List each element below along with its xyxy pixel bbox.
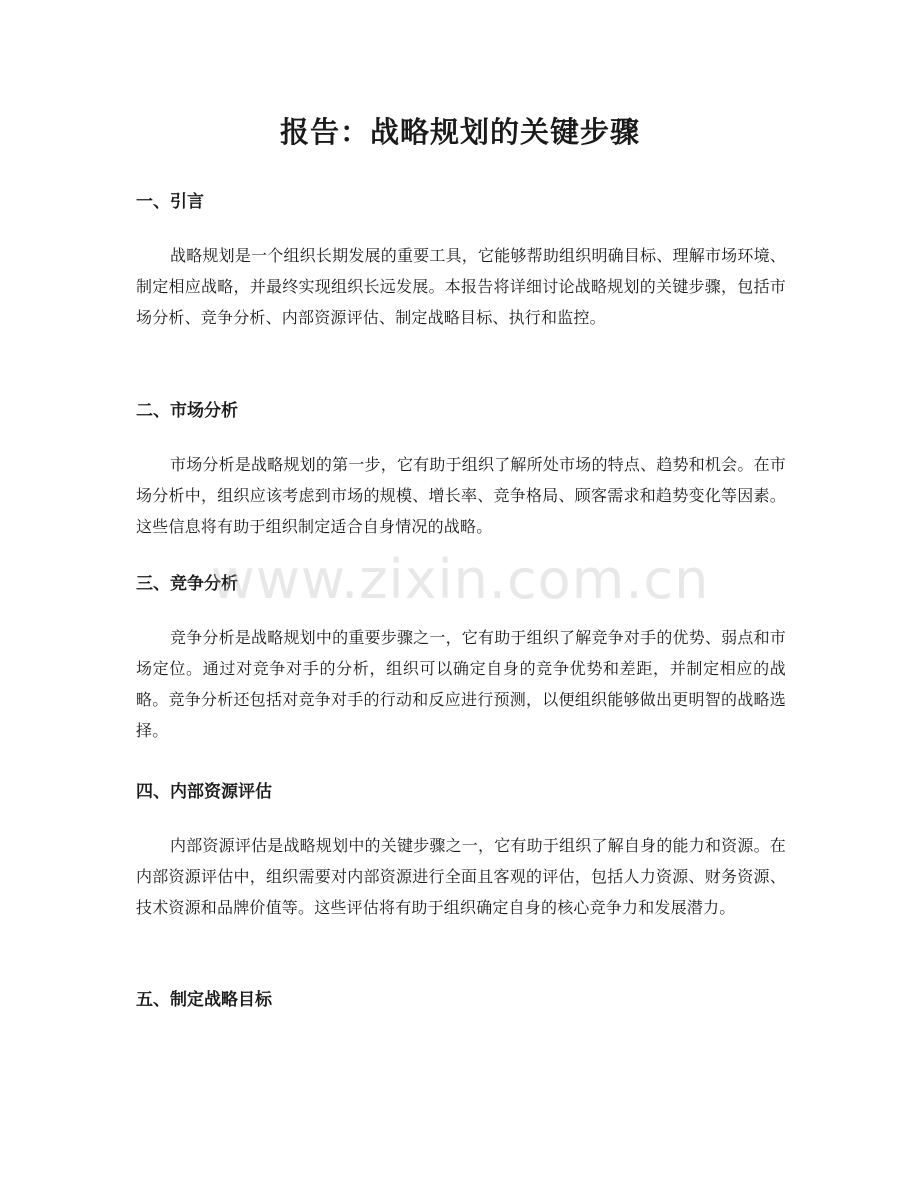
- section-heading: 四、内部资源评估: [136, 782, 272, 802]
- section-heading: 三、竞争分析: [136, 574, 238, 594]
- section-paragraph: 市场分析是战略规划的第一步，它有助于组织了解所处市场的特点、趋势和机会。在市场分析中，组织应该考虑到市场的规模、增长率、竞争格局、顾客需求和趋势变化等因素。这些信息将有助于组织制定适合自身情况的战略。: [136, 455, 786, 536]
- section-paragraph: 竞争分析是战略规划中的重要步骤之一，它有助于组织了解竞争对手的优势、弱点和市场定位。通过对竞争对手的分析，组织可以确定自身的竞争优势和差距，并制定相应的战略。竞争分析还包括对竞争对手的行动和反应进行预测，以便组织能够做出更明智的战略选择。: [136, 628, 786, 740]
- document-title: 报告：战略规划的关键步骤: [279, 115, 640, 149]
- section-heading: 五、制定战略目标: [136, 990, 272, 1010]
- section-heading: 二、市场分析: [136, 401, 238, 421]
- section-market-analysis: [136, 398, 786, 542]
- section-heading: 一、引言: [136, 192, 204, 212]
- section-introduction: [136, 189, 786, 333]
- watermark: www.zixin.com.cn: [210, 548, 710, 611]
- section-competition-analysis: [136, 571, 786, 746]
- section-internal-resources: [136, 779, 786, 923]
- section-paragraph: 战略规划是一个组织长期发展的重要工具，它能够帮助组织明确目标、理解市场环境、制定相应战略，并最终实现组织长远发展。本报告将详细讨论战略规划的关键步骤，包括市场分析、竞争分析、内部资源评估、制定战略目标、执行和监控。: [136, 246, 786, 327]
- section-paragraph: 内部资源评估是战略规划中的关键步骤之一，它有助于组织了解自身的能力和资源。在内部资源评估中，组织需要对内部资源进行全面且客观的评估，包括人力资源、财务资源、技术资源和品牌价值等。这些评估将有助于组织确定自身的核心竞争力和发展潜力。: [136, 836, 786, 917]
- section-strategic-goals: [136, 987, 786, 1013]
